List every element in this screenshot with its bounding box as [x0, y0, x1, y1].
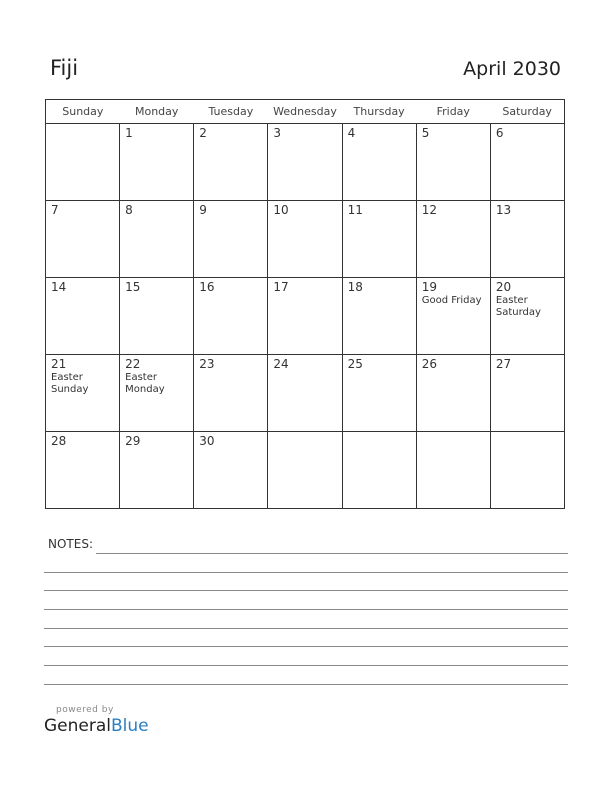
day-cell[interactable]: [268, 124, 342, 201]
holiday-label: Easter Monday: [125, 372, 165, 395]
day-number: 13: [495, 203, 512, 217]
day-cell[interactable]: [194, 355, 268, 432]
day-cell[interactable]: [194, 432, 268, 509]
weekday-sunday: Sunday: [46, 100, 120, 124]
day-cell[interactable]: [342, 355, 416, 432]
day-number: 29: [125, 434, 141, 448]
day-cell[interactable]: [120, 201, 194, 278]
day-cell[interactable]: [416, 124, 490, 201]
day-cell[interactable]: [490, 432, 564, 509]
notes-line: [44, 590, 568, 591]
day-cell[interactable]: [342, 124, 416, 201]
day-number: 7: [51, 203, 59, 217]
day-number: 30: [199, 434, 215, 448]
day-cell[interactable]: [120, 278, 194, 355]
day-cell[interactable]: [416, 278, 490, 355]
day-cell[interactable]: [268, 432, 342, 509]
weekday-friday: Friday: [416, 100, 490, 124]
notes-line: [96, 553, 568, 554]
brand-blue: Blue: [111, 716, 149, 736]
notes-line: [44, 609, 568, 610]
day-cell[interactable]: [46, 355, 120, 432]
day-number: 24: [273, 357, 289, 371]
notes-label: NOTES:: [48, 537, 93, 551]
holiday-label: Good Friday: [421, 295, 482, 306]
day-cell[interactable]: [342, 432, 416, 509]
day-number: 20: [495, 280, 512, 294]
day-cell[interactable]: [120, 432, 194, 509]
day-number: 17: [273, 280, 289, 294]
day-number: 23: [199, 357, 215, 371]
holiday-label: Easter Saturday: [495, 295, 541, 318]
powered-by-text: powered by: [56, 705, 114, 715]
day-number: 1: [125, 126, 133, 140]
week-row: [46, 124, 565, 201]
notes-line: [44, 665, 568, 666]
calendar-grid: [45, 99, 565, 509]
day-cell[interactable]: [46, 278, 120, 355]
day-cell[interactable]: [268, 355, 342, 432]
day-number: 10: [273, 203, 289, 217]
notes-line: [44, 646, 568, 647]
month-title: April 2030: [463, 58, 561, 80]
day-number: 3: [273, 126, 282, 140]
weekday-saturday: Saturday: [490, 100, 564, 124]
day-cell[interactable]: [490, 201, 564, 278]
day-number: 6: [495, 126, 504, 140]
weekday-monday: Monday: [120, 100, 194, 124]
brand-general: General: [44, 716, 111, 736]
day-number: 12: [421, 203, 437, 217]
week-row: [46, 432, 565, 509]
day-number: 18: [347, 280, 363, 294]
week-row: [46, 278, 565, 355]
day-number: 2: [199, 126, 207, 140]
day-number: 25: [347, 357, 363, 371]
day-cell[interactable]: [194, 201, 268, 278]
day-number: 8: [125, 203, 133, 217]
weekday-header-row: [46, 100, 565, 124]
day-cell[interactable]: [268, 201, 342, 278]
day-cell[interactable]: [268, 278, 342, 355]
day-number: 27: [495, 357, 512, 371]
day-cell[interactable]: [416, 201, 490, 278]
day-number: 16: [199, 280, 215, 294]
day-number: 4: [347, 126, 356, 140]
notes-line: [44, 628, 568, 629]
day-cell[interactable]: [416, 432, 490, 509]
day-number: 14: [51, 280, 67, 294]
day-cell[interactable]: [490, 278, 564, 355]
week-row: [46, 201, 565, 278]
weekday-wednesday: Wednesday: [268, 100, 342, 124]
notes-line: [44, 572, 568, 573]
day-number: 22: [125, 357, 141, 371]
day-cell[interactable]: [194, 124, 268, 201]
day-number: 5: [421, 126, 430, 140]
country-title: Fiji: [50, 56, 79, 80]
day-number: 19: [421, 280, 437, 294]
weekday-tuesday: Tuesday: [194, 100, 268, 124]
day-cell[interactable]: [46, 124, 120, 201]
weekday-thursday: Thursday: [342, 100, 416, 124]
notes-line: [44, 684, 568, 685]
day-number: 15: [125, 280, 141, 294]
day-cell[interactable]: [342, 201, 416, 278]
day-cell[interactable]: [490, 355, 564, 432]
day-cell[interactable]: [120, 124, 194, 201]
holiday-label: Easter Sunday: [51, 372, 89, 395]
day-number: 9: [199, 203, 207, 217]
day-cell[interactable]: [416, 355, 490, 432]
day-cell[interactable]: [194, 278, 268, 355]
day-cell[interactable]: [342, 278, 416, 355]
day-cell[interactable]: [490, 124, 564, 201]
day-cell[interactable]: [46, 432, 120, 509]
day-cell[interactable]: [120, 355, 194, 432]
brand-logo[interactable]: [44, 716, 149, 736]
day-number: 21: [51, 357, 67, 371]
day-number: 11: [347, 203, 363, 217]
week-row: [46, 355, 565, 432]
day-cell[interactable]: [46, 201, 120, 278]
day-number: 28: [51, 434, 67, 448]
day-number: 26: [421, 357, 437, 371]
